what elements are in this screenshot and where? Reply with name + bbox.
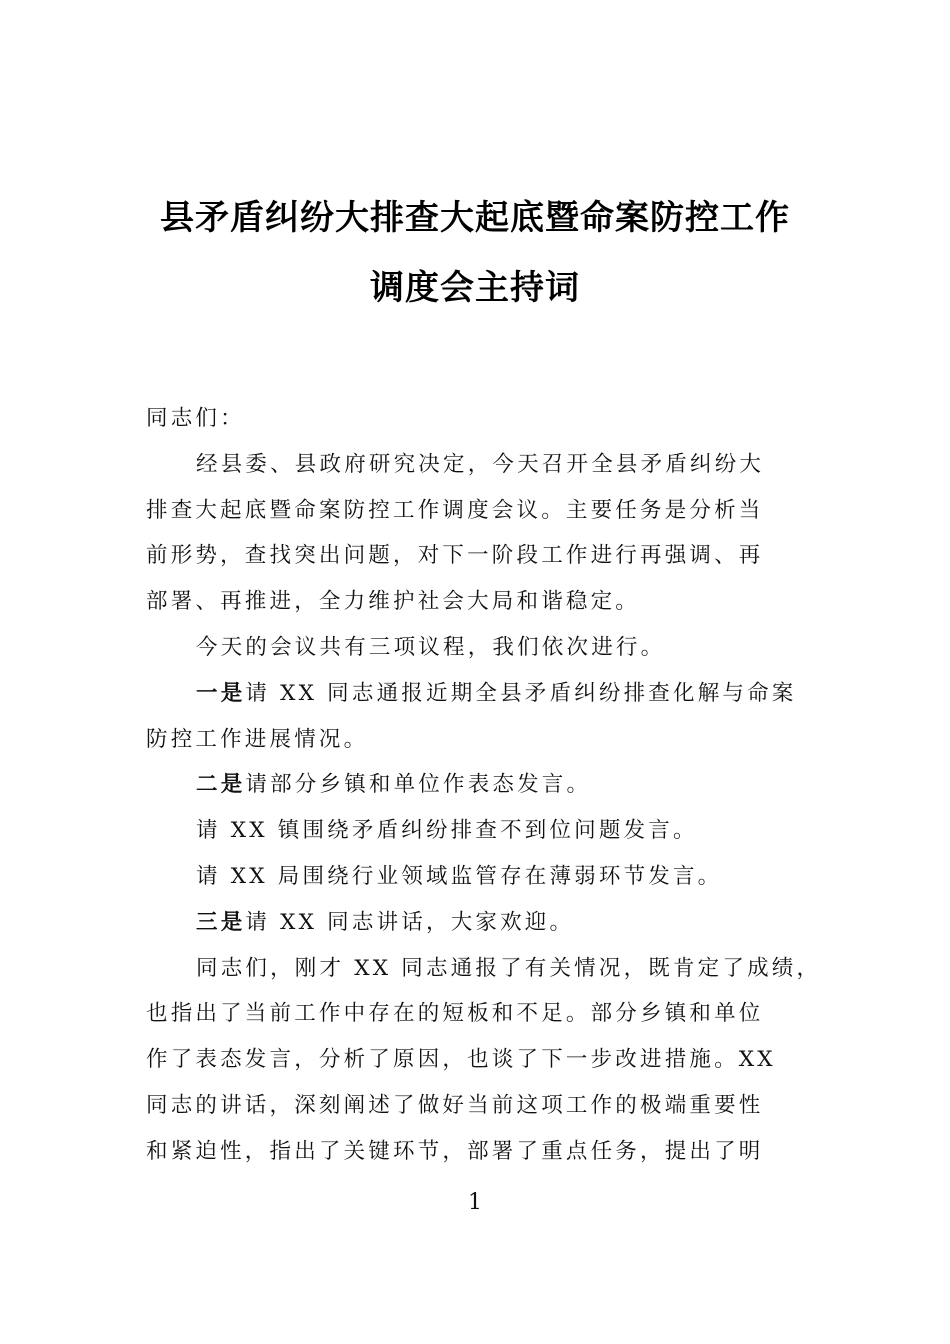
document-title-line-2: 调度会主持词 — [370, 268, 580, 308]
agenda-item-2 — [146, 762, 808, 808]
paragraph-1-line: 经县委、县政府研究决定，今天召开全县矛盾纠纷大 — [196, 451, 765, 477]
page-number: 1 — [468, 1190, 482, 1215]
agenda-item-1-continued: 防控工作进展情况。 — [146, 726, 369, 752]
agenda-item-3 — [146, 900, 808, 946]
agenda-item-2-text: 请部分乡镇和单位作表态发言。 — [245, 772, 592, 798]
paragraph-1-line: 排查大起底暨命案防控工作调度会议。主要任务是分析当 — [146, 497, 764, 523]
paragraph-1-line: 部署、再推进，全力维护社会大局和谐稳定。 — [146, 589, 641, 615]
paragraph-3-line: 和紧迫性，指出了关键环节，部署了重点任务，提出了明 — [146, 1138, 764, 1164]
agenda-item-2-sub-1: 请 XX 镇围绕矛盾纠纷排查不到位问题发言。 — [196, 818, 698, 844]
paragraph-3-line: 同志的讲话，深刻阐述了做好当前这项工作的极端重要性 — [146, 1092, 764, 1118]
agenda-item-1-text: 请 XX 同志通报近期全县矛盾纠纷排查化解与命案 — [245, 680, 797, 706]
paragraph-2: 今天的会议共有三项议程，我们依次进行。 — [196, 634, 666, 660]
paragraph-3-line: 作了表态发言，分析了原因，也谈了下一步改进措施。XX — [146, 1047, 776, 1073]
agenda-item-3-text: 请 XX 同志讲话，大家欢迎。 — [245, 909, 575, 935]
paragraph-1-line: 前形势，查找突出问题，对下一阶段工作进行再强调、再 — [146, 543, 764, 569]
agenda-item-1-lead: 一是 — [196, 680, 246, 706]
agenda-item-2-sub-2: 请 XX 局围绕行业领域监管存在薄弱环节发言。 — [196, 863, 723, 889]
salutation: 同志们： — [146, 406, 245, 431]
document-body — [146, 396, 822, 1175]
agenda-item-2-lead: 二是 — [196, 772, 246, 798]
paragraph-3-line: 同志们，刚才 XX 同志通报了有关情况，既肯定了成绩， — [196, 955, 822, 981]
paragraph-3-line: 也指出了当前工作中存在的短板和不足。部分乡镇和单位 — [146, 1001, 764, 1027]
agenda-item-1 — [146, 671, 808, 717]
agenda-item-3-lead: 三是 — [196, 909, 246, 935]
document-title-line-1: 县矛盾纠纷大排查大起底暨命案防控工作 — [160, 198, 790, 238]
